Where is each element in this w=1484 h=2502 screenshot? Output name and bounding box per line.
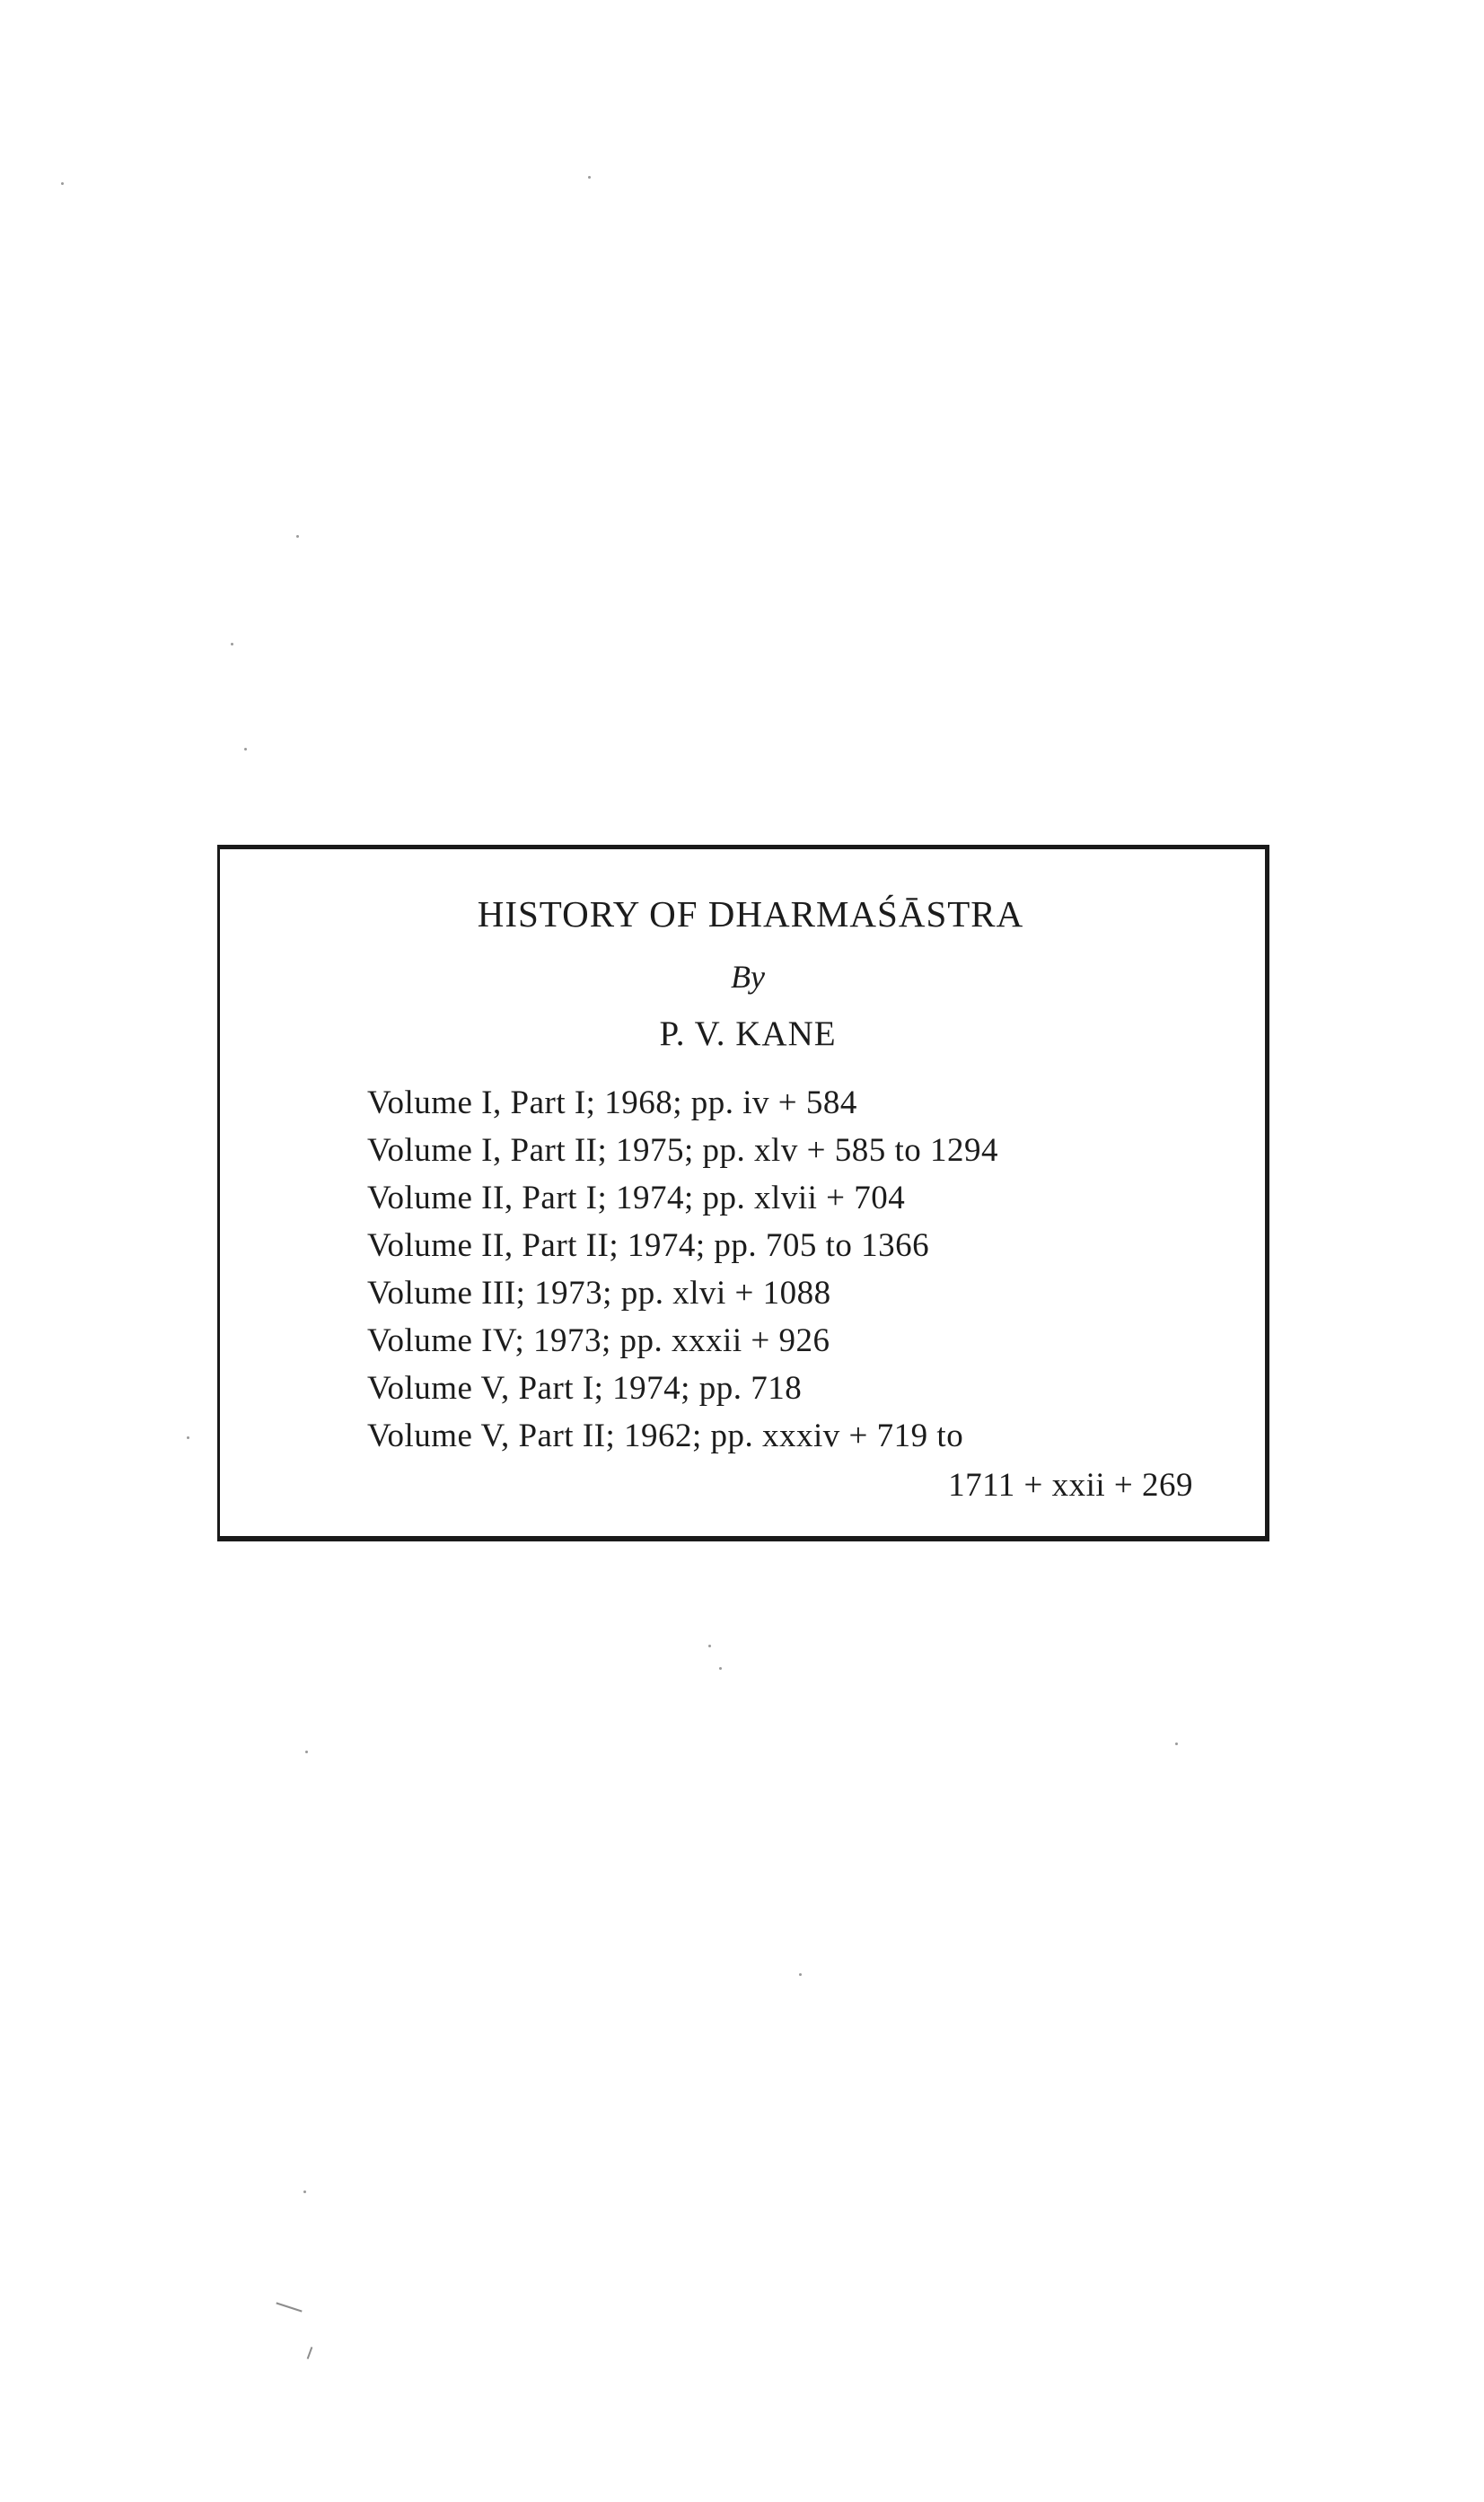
volume-continuation: 1711 + xxii + 269 xyxy=(948,1467,1193,1504)
scan-speck xyxy=(61,182,64,185)
scan-speck xyxy=(303,2190,306,2193)
by-line: By xyxy=(731,959,765,995)
volume-list xyxy=(367,1079,998,1460)
scan-speck xyxy=(708,1645,711,1647)
book-info-box xyxy=(217,845,1269,1541)
volume-entry: Volume II, Part I; 1974; pp. xlvii + 704 xyxy=(367,1180,906,1216)
scan-speck xyxy=(305,1751,308,1753)
volume-entry: Volume V, Part II; 1962; pp. xxxiv + 719 to xyxy=(367,1418,964,1454)
volume-entry: Volume V, Part I; 1974; pp. 718 xyxy=(367,1370,803,1407)
volume-entry: Volume IV; 1973; pp. xxxii + 926 xyxy=(367,1322,830,1359)
scan-speck xyxy=(719,1667,722,1670)
scan-speck xyxy=(244,748,247,751)
volume-entry: Volume III; 1973; pp. xlvi + 1088 xyxy=(367,1275,831,1312)
volume-entry: Volume I, Part II; 1975; pp. xlv + 585 to 1294 xyxy=(367,1132,998,1169)
volume-entry: Volume I, Part I; 1968; pp. iv + 584 xyxy=(367,1084,857,1121)
scan-speck xyxy=(588,176,591,179)
scan-speck xyxy=(1175,1743,1178,1745)
author-name: P. V. KANE xyxy=(659,1014,837,1053)
scan-mark xyxy=(307,2347,313,2359)
scan-mark xyxy=(276,2302,302,2312)
scan-speck xyxy=(296,535,299,538)
scan-speck xyxy=(231,643,233,645)
volume-entry: Volume II, Part II; 1974; pp. 705 to 1366 xyxy=(367,1227,930,1264)
book-title: HISTORY OF DHARMAŚĀSTRA xyxy=(477,893,1024,935)
scan-speck xyxy=(187,1436,189,1439)
scan-speck xyxy=(799,1973,802,1976)
